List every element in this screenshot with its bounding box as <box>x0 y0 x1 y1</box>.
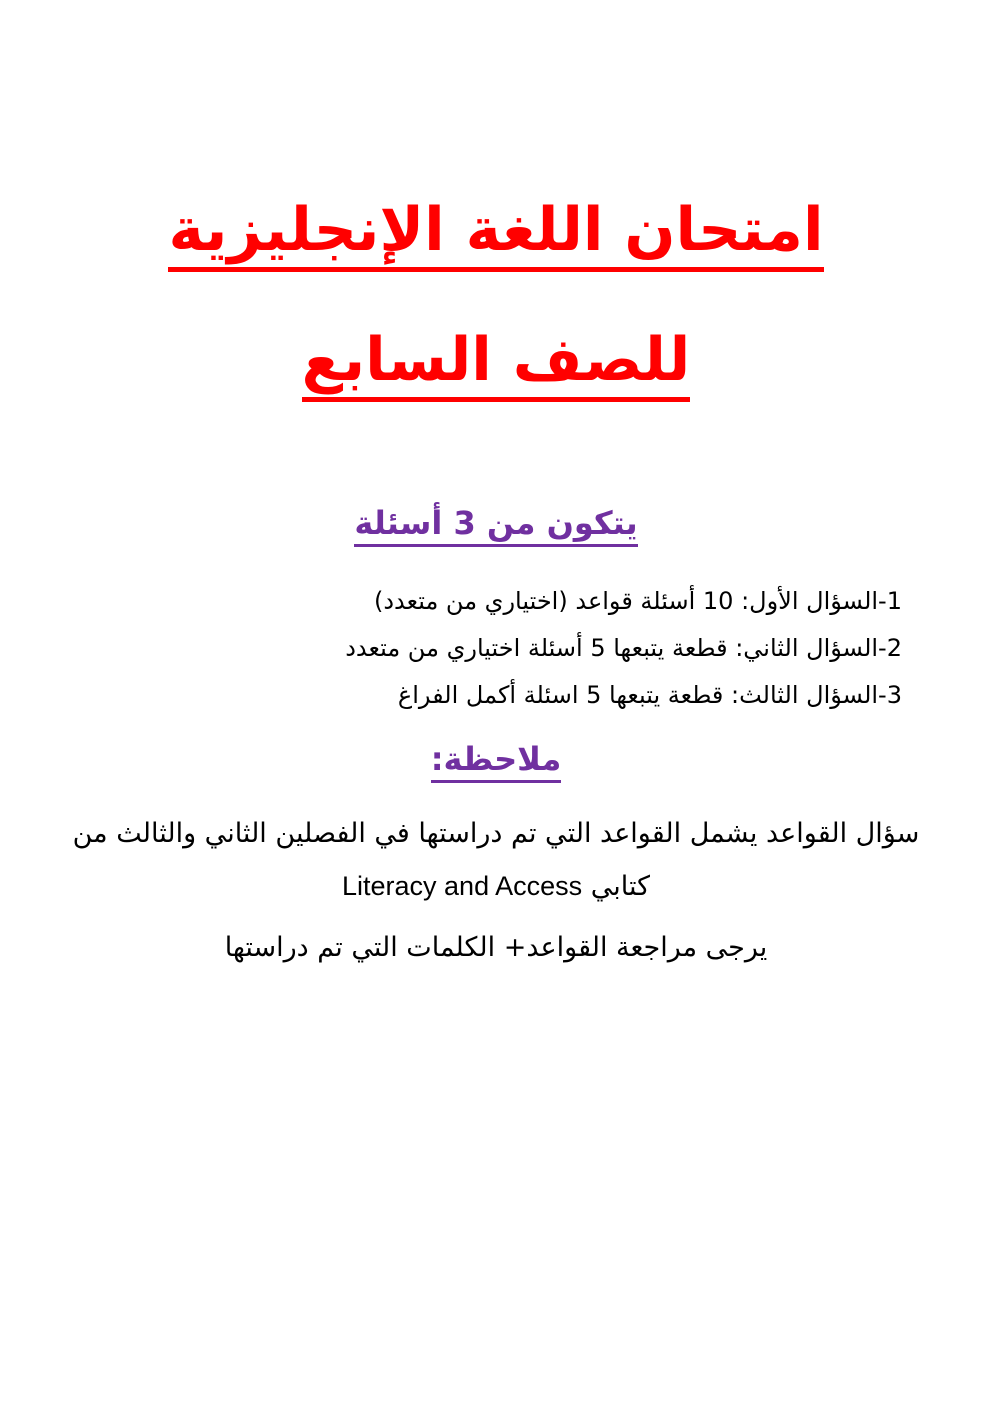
note-heading <box>0 734 992 784</box>
question-item-2: 2-السؤال الثاني: قطعة يتبعها 5 أسئلة اختياري من متعدد <box>345 634 902 662</box>
exam-title-text-1: امتحان اللغة الإنجليزية <box>168 195 823 272</box>
note-heading-text: ملاحظة: <box>431 740 562 783</box>
exam-title-text-2: للصف السابع <box>302 325 691 402</box>
review-instruction: يرجى مراجعة القواعد+ الكلمات التي تم دراستها <box>224 932 768 963</box>
exam-title-line-2 <box>0 320 992 400</box>
exam-structure-heading-text: يتكون من 3 أسئلة <box>354 504 637 547</box>
book-name: Literacy and Access <box>342 871 583 901</box>
note-text: سؤال القواعد يشمل القواعد التي تم دراستها في الفصلين الثاني والثالث من كتابي <box>72 818 920 902</box>
question-list <box>102 578 902 719</box>
note-paragraph <box>60 808 932 913</box>
question-item-3: 3-السؤال الثالث: قطعة يتبعها 5 اسئلة أكمل الفراغ <box>397 681 902 709</box>
exam-structure-heading <box>0 498 992 548</box>
question-item-1: 1-السؤال الأول: 10 أسئلة قواعد (اختياري من متعدد) <box>373 587 902 615</box>
exam-title-line-1 <box>0 190 992 270</box>
